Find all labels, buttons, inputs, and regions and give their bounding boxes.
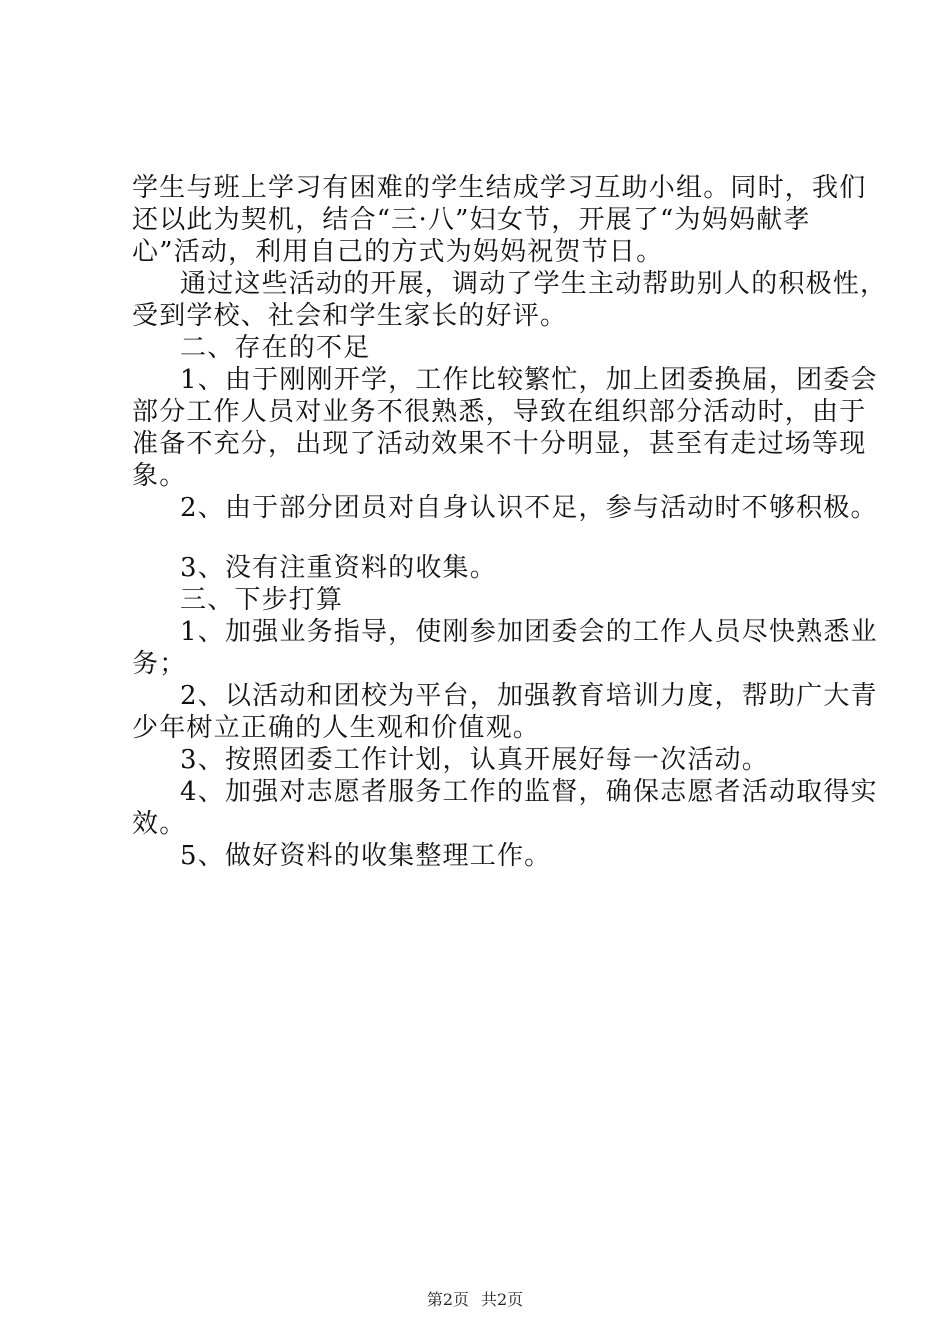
text-line: 效。	[132, 809, 187, 839]
page-footer	[0, 1290, 950, 1310]
document-body	[132, 172, 888, 872]
text-line: 务；	[132, 649, 187, 679]
list-item: 3、没有注重资料的收集。	[180, 553, 497, 583]
list-item: 2、以活动和团校为平台，加强教育培训力度，帮助广大青	[180, 681, 878, 711]
text-line: 学生与班上学习有困难的学生结成学习互助小组。同时，我们	[132, 173, 867, 203]
list-item: 1、由于刚刚开学，工作比较繁忙，加上团委换届，团委会	[180, 365, 878, 395]
text-line: 少年树立正确的人生观和价值观。	[132, 713, 541, 743]
text-line: 部分工作人员对业务不很熟悉，导致在组织部分活动时，由于	[132, 397, 867, 427]
text-line: 象。	[132, 461, 187, 491]
page-total: 共2页	[481, 1290, 524, 1309]
text-line: 受到学校、社会和学生家长的好评。	[132, 301, 568, 331]
text-line: 准备不充分，出现了活动效果不十分明显，甚至有走过场等现	[132, 429, 867, 459]
text-line: 还以此为契机，结合“三·八”妇女节，开展了“为妈妈献孝	[132, 205, 811, 235]
list-item: 5、做好资料的收集整理工作。	[180, 841, 552, 871]
text-line: 心”活动，利用自己的方式为妈妈祝贺节日。	[132, 237, 664, 267]
list-item: 2、由于部分团员对自身认识不足，参与活动时不够积极。	[180, 493, 878, 523]
section-heading: 三、下步打算	[180, 585, 344, 615]
section-heading: 二、存在的不足	[180, 333, 371, 363]
paragraph-line: 通过这些活动的开展，调动了学生主动帮助别人的积极性，	[180, 269, 888, 299]
list-item: 3、按照团委工作计划，认真开展好每一次活动。	[180, 745, 769, 775]
list-item: 1、加强业务指导，使刚参加团委会的工作人员尽快熟悉业	[180, 617, 878, 647]
list-item: 4、加强对志愿者服务工作的监督，确保志愿者活动取得实	[180, 777, 878, 807]
blank-line	[132, 524, 832, 552]
page-number: 第2页	[426, 1290, 469, 1309]
